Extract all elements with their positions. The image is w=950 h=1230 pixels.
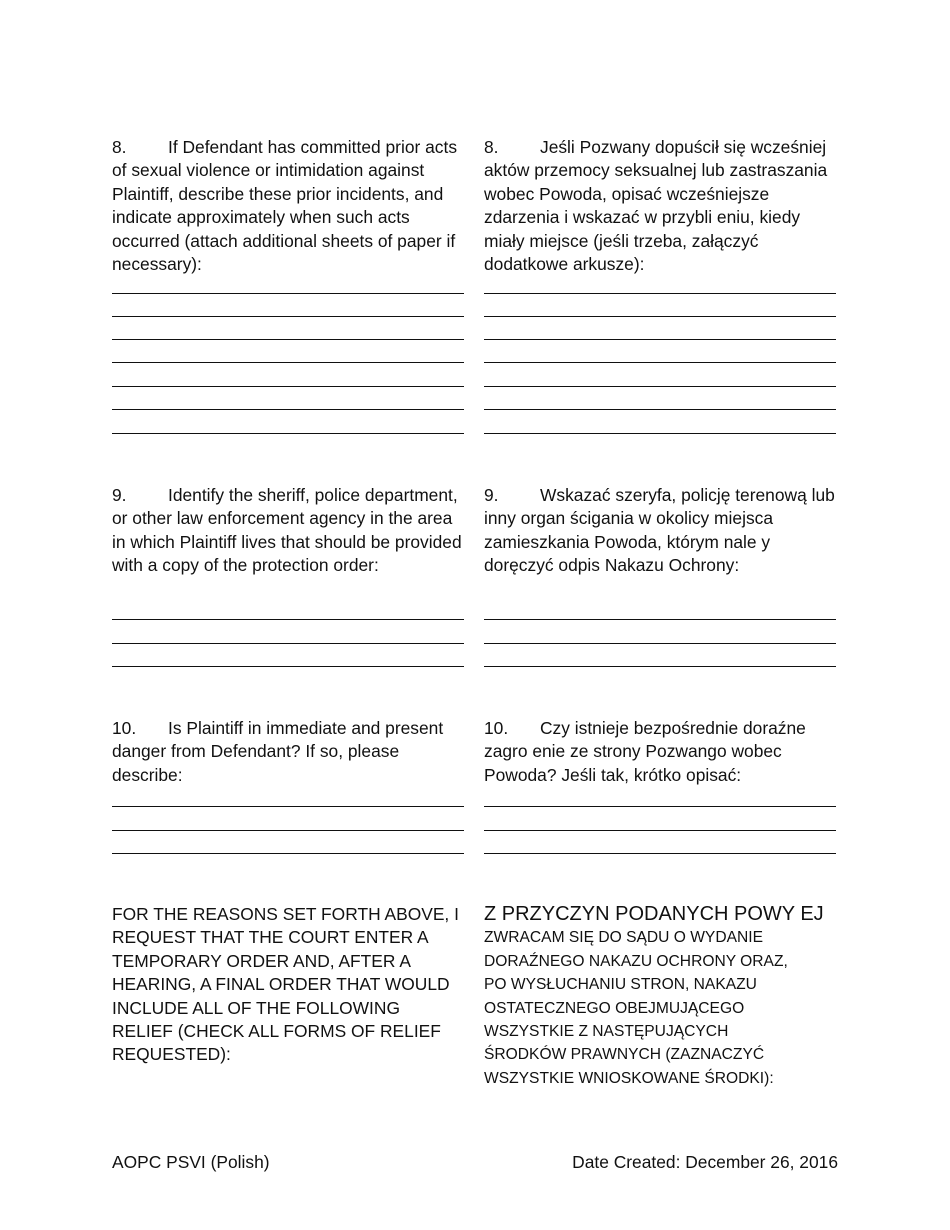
section-number: 10. <box>112 718 137 738</box>
section-9-pl <box>484 484 840 578</box>
footer-date-created: Date Created: December 26, 2016 <box>572 1152 838 1172</box>
answer-line[interactable] <box>484 619 836 620</box>
section-number: 10. <box>484 718 509 738</box>
section-number: 8. <box>112 137 127 157</box>
answer-line[interactable] <box>484 806 836 807</box>
answer-line[interactable] <box>112 643 464 644</box>
answer-line[interactable] <box>112 433 464 434</box>
request-en: FOR THE REASONS SET FORTH ABOVE, I REQUEST THAT THE COURT ENTER A TEMPORARY ORDER AND, AFTER A HEARING, A FINAL ORDER THAT WOULD INCLUDE ALL OF THE FOLLOWING RELIEF (CHECK ALL FORMS OF RELIEF REQUESTED): <box>112 904 459 1065</box>
answer-line[interactable] <box>112 853 464 854</box>
request-pl-line: Z PRZYCZYN PODANYCH POWY EJ <box>484 903 824 925</box>
section-8-en-text: If Defendant has committed prior acts of sexual violence or intimidation against Plaintiff, describe these prior incidents, and indicate approximately when such acts occurred (attach additional sheets of paper if necessary): <box>112 137 458 275</box>
answer-line[interactable] <box>484 316 836 317</box>
section-10-en-text: Is Plaintiff in immediate and present danger from Defendant? If so, please describe: <box>112 718 444 785</box>
section-9-en <box>112 484 468 578</box>
answer-line[interactable] <box>484 409 836 410</box>
answer-line[interactable] <box>112 806 464 807</box>
section-number: 9. <box>112 485 127 505</box>
answer-line[interactable] <box>484 362 836 363</box>
answer-line[interactable] <box>112 386 464 387</box>
answer-line[interactable] <box>484 853 836 854</box>
section-8-pl <box>484 136 840 276</box>
section-10-pl-text: Czy istnieje bezpośrednie doraźne zagro enie ze strony Pozwango wobec Powoda? Jeśli tak, krótko opisać: <box>484 718 806 785</box>
request-pl-line: WSZYSTKIE Z NASTĘPUJĄCYCH <box>484 1023 729 1041</box>
request-pl-line: DORAŹNEGO NAKAZU OCHRONY ORAZ, <box>484 952 788 970</box>
answer-line[interactable] <box>484 643 836 644</box>
answer-line[interactable] <box>112 830 464 831</box>
section-number: 9. <box>484 485 499 505</box>
request-pl-line: OSTATECZNEGO OBEJMUJĄCEGO <box>484 999 745 1017</box>
answer-line[interactable] <box>112 619 464 620</box>
answer-line[interactable] <box>484 830 836 831</box>
answer-line[interactable] <box>112 339 464 340</box>
section-8-pl-text: Jeśli Pozwany dopuścił się wcześniej aktów przemocy seksualnej lub zastraszania wobec Powoda, opisać wcześniejsze zdarzenia i wskazać w przybli eniu, kiedy miały miejsce (jeśli trzeba, załączyć dodatkowe arkusze): <box>484 137 828 275</box>
section-10-pl <box>484 717 840 787</box>
section-number: 8. <box>484 137 499 157</box>
answer-line[interactable] <box>484 666 836 667</box>
answer-line[interactable] <box>112 293 464 294</box>
answer-line[interactable] <box>112 316 464 317</box>
answer-line[interactable] <box>484 293 836 294</box>
section-8-en <box>112 136 468 276</box>
answer-line[interactable] <box>484 433 836 434</box>
request-pl <box>484 903 840 1090</box>
request-pl-line: ŚRODKÓW PRAWNYCH (ZAZNACZYĆ <box>484 1046 765 1064</box>
answer-line[interactable] <box>112 362 464 363</box>
section-10-en <box>112 717 468 787</box>
footer-form-id: AOPC PSVI (Polish) <box>112 1152 270 1172</box>
answer-line[interactable] <box>112 666 464 667</box>
answer-line[interactable] <box>484 386 836 387</box>
section-9-pl-text: Wskazać szeryfa, policję terenową lub inny organ ścigania w okolicy miejsca zamieszkania Powoda, którym nale y doręczyć odpis Nakazu Ochrony: <box>484 485 835 576</box>
answer-line[interactable] <box>112 409 464 410</box>
answer-line[interactable] <box>484 339 836 340</box>
request-pl-line: PO WYSŁUCHANIU STRON, NAKAZU <box>484 976 757 994</box>
section-9-en-text: Identify the sheriff, police department, or other law enforcement agency in the area in which Plaintiff lives that should be provided with a copy of the protection order: <box>112 485 462 576</box>
request-pl-line: WSZYSTKIE WNIOSKOWANE ŚRODKI): <box>484 1069 774 1087</box>
request-pl-line: ZWRACAM SIĘ DO SĄDU O WYDANIE <box>484 929 763 947</box>
